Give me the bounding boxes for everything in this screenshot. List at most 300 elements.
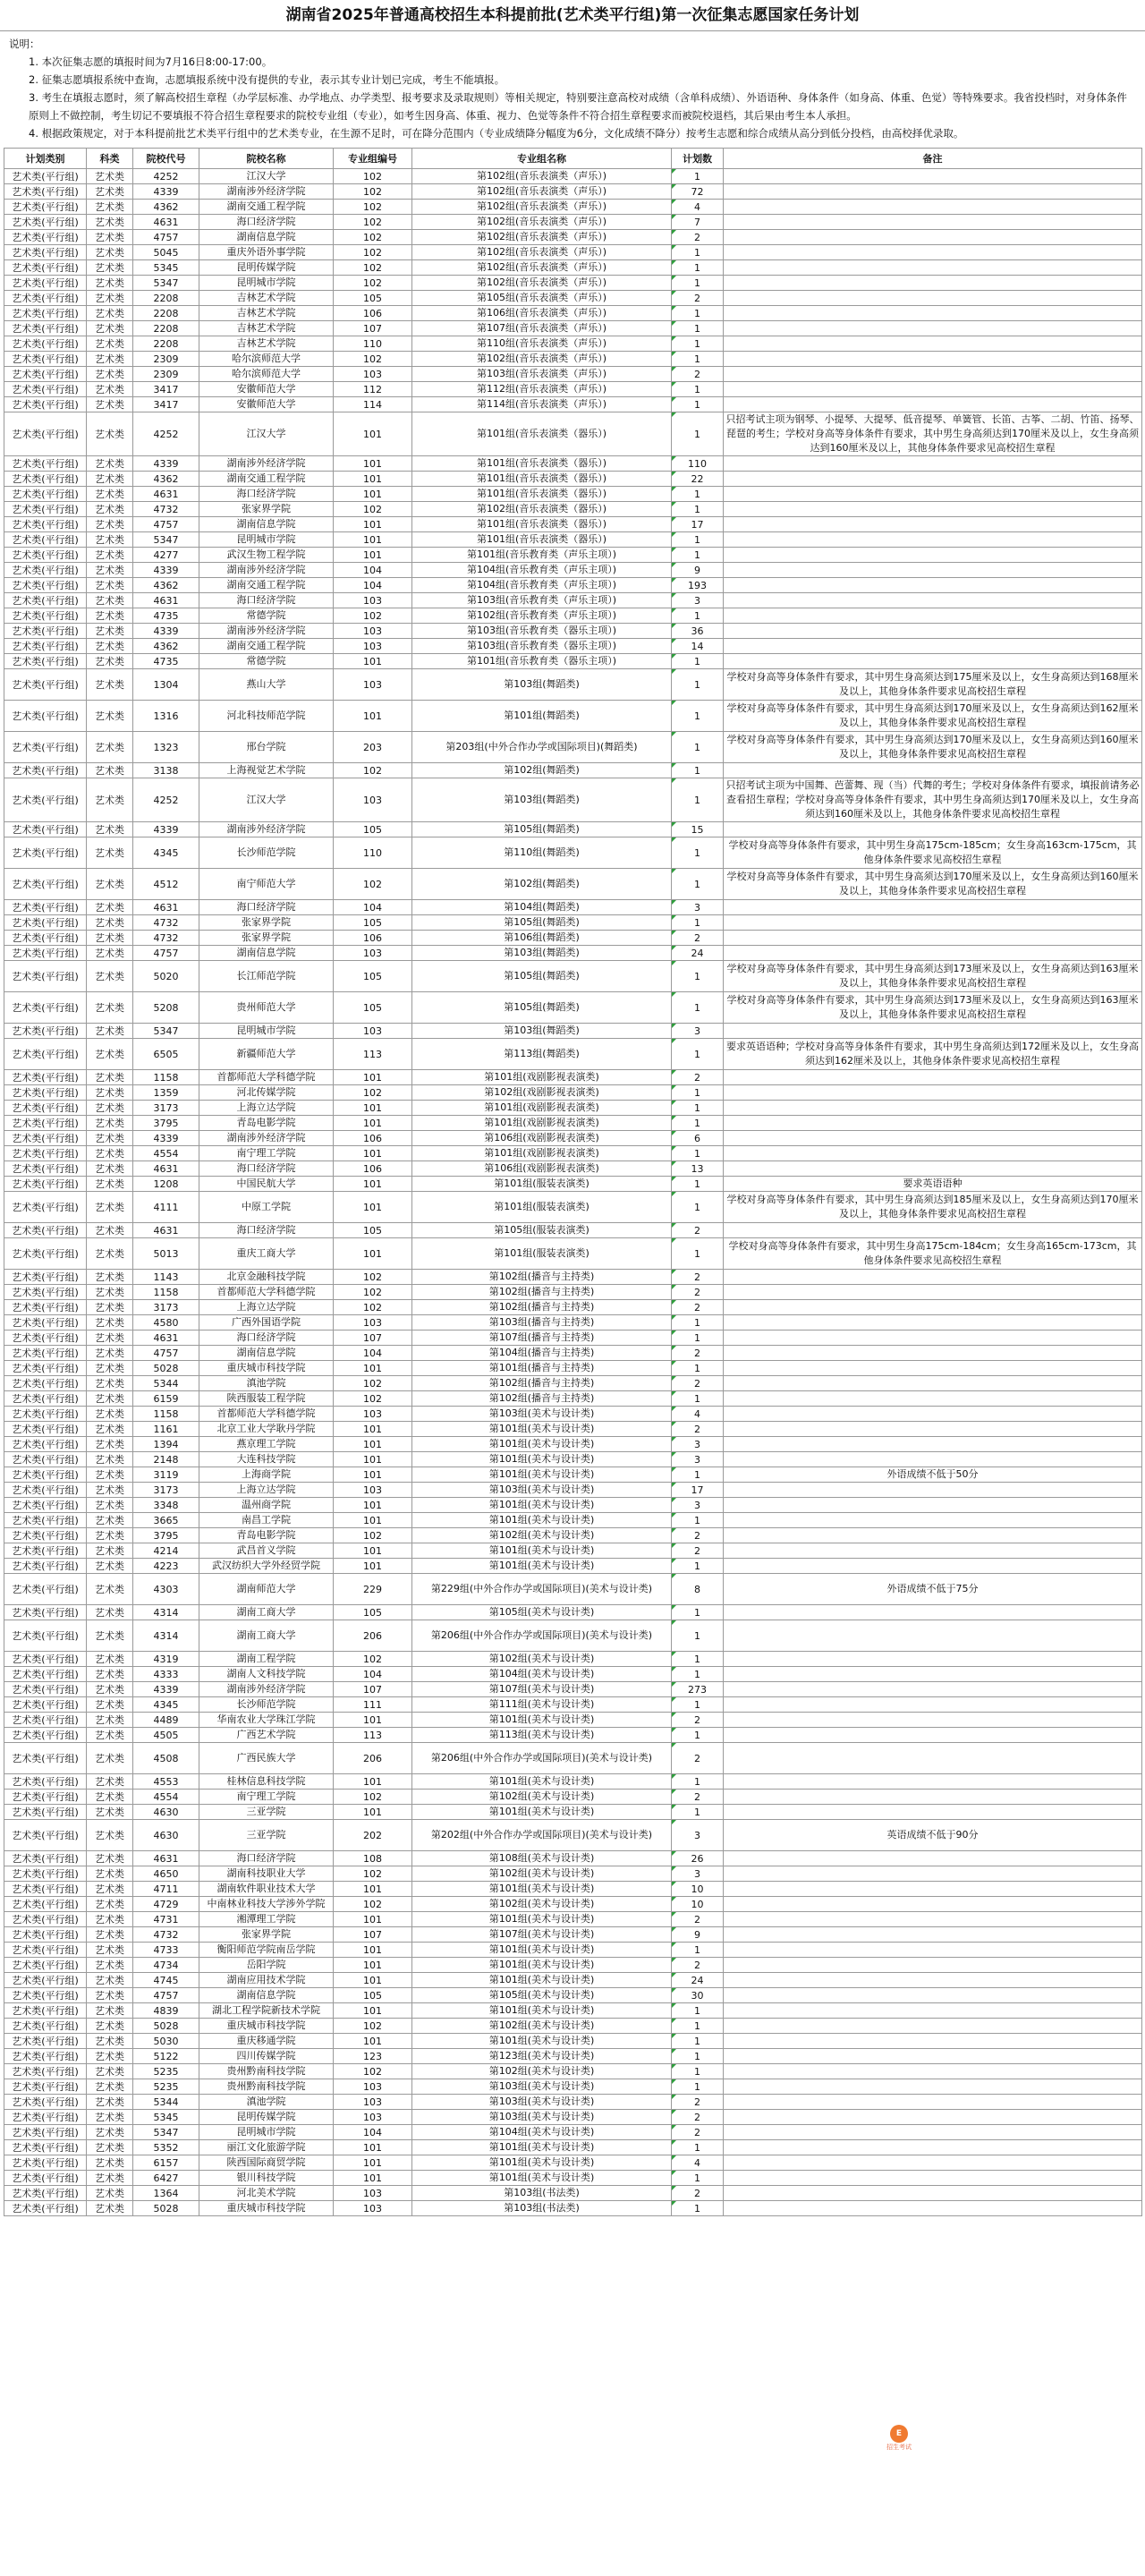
group-name-cell: 第101组(播音与主持类) xyxy=(412,1361,672,1376)
school-name-cell: 湖南信息学院 xyxy=(199,946,334,961)
group-name-cell: 第103组(舞蹈类) xyxy=(412,946,672,961)
school-code-cell: 4732 xyxy=(133,931,199,946)
plan-count-cell: 3 xyxy=(672,900,724,915)
plan-category-cell: 艺术类(平行组) xyxy=(4,2095,87,2110)
plan-count-cell: 1 xyxy=(672,654,724,669)
group-number-cell: 103 xyxy=(334,2079,412,2095)
remarks-cell xyxy=(724,1437,1142,1452)
subject-cell: 艺术类 xyxy=(87,1513,133,1528)
group-number-cell: 102 xyxy=(334,502,412,517)
group-name-cell: 第102组(音乐表演类（声乐）) xyxy=(412,245,672,260)
plan-category-cell: 艺术类(平行组) xyxy=(4,2049,87,2064)
school-name-cell: 滇池学院 xyxy=(199,2095,334,2110)
school-code-cell: 4630 xyxy=(133,1820,199,1851)
school-code-cell: 5030 xyxy=(133,2034,199,2049)
group-name-cell: 第102组(音乐表演类（声乐）) xyxy=(412,276,672,291)
subject-cell: 艺术类 xyxy=(87,931,133,946)
school-code-cell: 2208 xyxy=(133,336,199,352)
plan-count-cell: 1 xyxy=(672,1192,724,1223)
remarks-cell xyxy=(724,563,1142,578)
subject-cell: 艺术类 xyxy=(87,367,133,382)
subject-cell: 艺术类 xyxy=(87,472,133,487)
subject-cell: 艺术类 xyxy=(87,2186,133,2201)
group-name-cell: 第229组(中外合作办学或国际项目)(美术与设计类) xyxy=(412,1574,672,1605)
table-row xyxy=(4,578,1142,593)
group-name-cell: 第101组(音乐表演类（器乐）) xyxy=(412,412,672,456)
table-row xyxy=(4,1498,1142,1513)
school-code-cell: 1304 xyxy=(133,669,199,701)
school-code-cell: 4729 xyxy=(133,1897,199,1912)
subject-cell: 艺术类 xyxy=(87,1376,133,1391)
remarks-cell xyxy=(724,1513,1142,1528)
table-row xyxy=(4,1713,1142,1728)
group-name-cell: 第101组(美术与设计类) xyxy=(412,1805,672,1820)
group-name-cell: 第110组(音乐表演类（声乐）) xyxy=(412,336,672,352)
school-code-cell: 4839 xyxy=(133,2003,199,2019)
remarks-cell xyxy=(724,321,1142,336)
plan-count-cell: 1 xyxy=(672,2140,724,2155)
group-name-cell: 第105组(舞蹈类) xyxy=(412,822,672,837)
group-number-cell: 101 xyxy=(334,487,412,502)
group-number-cell: 102 xyxy=(334,1528,412,1543)
subject-cell: 艺术类 xyxy=(87,900,133,915)
group-number-cell: 101 xyxy=(334,1513,412,1528)
subject-cell: 艺术类 xyxy=(87,200,133,215)
table-row xyxy=(4,1422,1142,1437)
group-name-cell: 第102组(美术与设计类) xyxy=(412,1528,672,1543)
group-number-cell: 101 xyxy=(334,1437,412,1452)
plan-count-cell: 1 xyxy=(672,2079,724,2095)
group-number-cell: 101 xyxy=(334,1958,412,1973)
school-code-cell: 2208 xyxy=(133,291,199,306)
group-name-cell: 第103组(书法类) xyxy=(412,2186,672,2201)
group-number-cell: 102 xyxy=(334,763,412,778)
plan-count-cell: 1 xyxy=(672,1391,724,1407)
group-number-cell: 104 xyxy=(334,1346,412,1361)
plan-count-cell: 36 xyxy=(672,624,724,639)
school-name-cell: 湖南信息学院 xyxy=(199,1988,334,2003)
remarks-cell xyxy=(724,1131,1142,1146)
table-row xyxy=(4,931,1142,946)
school-code-cell: 4631 xyxy=(133,593,199,608)
plan-category-cell: 艺术类(平行组) xyxy=(4,1728,87,1743)
table-row xyxy=(4,900,1142,915)
group-name-cell: 第113组(美术与设计类) xyxy=(412,1728,672,1743)
header-plan-category: 计划类别 xyxy=(4,149,87,169)
subject-cell: 艺术类 xyxy=(87,1177,133,1192)
school-name-cell: 重庆工商大学 xyxy=(199,1238,334,1270)
plan-count-cell: 1 xyxy=(672,306,724,321)
plan-category-cell: 艺术类(平行组) xyxy=(4,992,87,1024)
remarks-cell xyxy=(724,1085,1142,1101)
table-row xyxy=(4,1131,1142,1146)
subject-cell: 艺术类 xyxy=(87,1973,133,1988)
plan-category-cell: 艺术类(平行组) xyxy=(4,1866,87,1882)
school-name-cell: 长沙师范学院 xyxy=(199,1697,334,1713)
plan-count-cell: 273 xyxy=(672,1682,724,1697)
remarks-cell xyxy=(724,245,1142,260)
school-name-cell: 长江师范学院 xyxy=(199,961,334,992)
remarks-cell: 要求英语语种 xyxy=(724,1177,1142,1192)
plan-count-cell: 1 xyxy=(672,961,724,992)
group-number-cell: 101 xyxy=(334,517,412,532)
school-code-cell: 3417 xyxy=(133,382,199,397)
remarks-cell xyxy=(724,763,1142,778)
plan-category-cell: 艺术类(平行组) xyxy=(4,1882,87,1897)
school-code-cell: 4757 xyxy=(133,517,199,532)
table-row xyxy=(4,1039,1142,1070)
subject-cell: 艺术类 xyxy=(87,382,133,397)
table-row xyxy=(4,548,1142,563)
plan-category-cell: 艺术类(平行组) xyxy=(4,215,87,230)
plan-category-cell: 艺术类(平行组) xyxy=(4,961,87,992)
school-name-cell: 重庆城市科技学院 xyxy=(199,1361,334,1376)
group-name-cell: 第101组(服装表演类) xyxy=(412,1238,672,1270)
school-code-cell: 4732 xyxy=(133,502,199,517)
plan-count-cell: 1 xyxy=(672,778,724,822)
school-name-cell: 湖南软件职业技术大学 xyxy=(199,1882,334,1897)
subject-cell: 艺术类 xyxy=(87,230,133,245)
page-title: 湖南省2025年普通高校招生本科提前批(艺术类平行组)第一次征集志愿国家任务计划 xyxy=(0,0,1145,31)
school-name-cell: 安徽师范大学 xyxy=(199,397,334,412)
table-row xyxy=(4,306,1142,321)
group-number-cell: 101 xyxy=(334,654,412,669)
subject-cell: 艺术类 xyxy=(87,1315,133,1331)
remarks-cell xyxy=(724,2125,1142,2140)
remarks-cell xyxy=(724,2140,1142,2155)
group-number-cell: 102 xyxy=(334,1085,412,1101)
table-row xyxy=(4,1223,1142,1238)
table-row xyxy=(4,1024,1142,1039)
group-number-cell: 229 xyxy=(334,1574,412,1605)
subject-cell: 艺术类 xyxy=(87,306,133,321)
subject-cell: 艺术类 xyxy=(87,1897,133,1912)
plan-count-cell: 1 xyxy=(672,1697,724,1713)
subject-cell: 艺术类 xyxy=(87,487,133,502)
table-row xyxy=(4,1452,1142,1467)
subject-cell: 艺术类 xyxy=(87,1652,133,1667)
school-name-cell: 陕西服装工程学院 xyxy=(199,1391,334,1407)
subject-cell: 艺术类 xyxy=(87,701,133,732)
plan-count-cell: 1 xyxy=(672,1116,724,1131)
remarks-cell xyxy=(724,2201,1142,2216)
plan-count-cell: 1 xyxy=(672,532,724,548)
plan-count-cell: 2 xyxy=(672,1300,724,1315)
plan-count-cell: 9 xyxy=(672,563,724,578)
remarks-cell xyxy=(724,608,1142,624)
table-row xyxy=(4,608,1142,624)
plan-count-cell: 4 xyxy=(672,200,724,215)
group-name-cell: 第102组(美术与设计类) xyxy=(412,2064,672,2079)
subject-cell: 艺术类 xyxy=(87,1085,133,1101)
table-row xyxy=(4,2201,1142,2216)
subject-cell: 艺术类 xyxy=(87,778,133,822)
school-name-cell: 湖南涉外经济学院 xyxy=(199,822,334,837)
group-name-cell: 第105组(舞蹈类) xyxy=(412,915,672,931)
group-name-cell: 第206组(中外合作办学或国际项目)(美术与设计类) xyxy=(412,1620,672,1652)
plan-count-cell: 2 xyxy=(672,931,724,946)
school-code-cell: 1359 xyxy=(133,1085,199,1101)
plan-count-cell: 2 xyxy=(672,1713,724,1728)
plan-category-cell: 艺术类(平行组) xyxy=(4,1973,87,1988)
plan-count-cell: 1 xyxy=(672,412,724,456)
table-body xyxy=(4,169,1142,2216)
plan-category-cell: 艺术类(平行组) xyxy=(4,517,87,532)
subject-cell: 艺术类 xyxy=(87,1528,133,1543)
school-code-cell: 3348 xyxy=(133,1498,199,1513)
group-number-cell: 101 xyxy=(334,1912,412,1927)
subject-cell: 艺术类 xyxy=(87,1912,133,1927)
plan-category-cell: 艺术类(平行组) xyxy=(4,639,87,654)
school-name-cell: 重庆外语外事学院 xyxy=(199,245,334,260)
table-row xyxy=(4,1361,1142,1376)
plan-category-cell: 艺术类(平行组) xyxy=(4,336,87,352)
subject-cell: 艺术类 xyxy=(87,2095,133,2110)
subject-cell: 艺术类 xyxy=(87,548,133,563)
subject-cell: 艺术类 xyxy=(87,1805,133,1820)
school-code-cell: 2309 xyxy=(133,352,199,367)
school-code-cell: 6505 xyxy=(133,1039,199,1070)
group-name-cell: 第102组(舞蹈类) xyxy=(412,869,672,900)
remarks-cell xyxy=(724,2064,1142,2079)
school-name-cell: 燕山大学 xyxy=(199,669,334,701)
group-name-cell: 第102组(播音与主持类) xyxy=(412,1391,672,1407)
plan-category-cell: 艺术类(平行组) xyxy=(4,1988,87,2003)
plan-category-cell: 艺术类(平行组) xyxy=(4,548,87,563)
subject-cell: 艺术类 xyxy=(87,260,133,276)
remarks-cell xyxy=(724,624,1142,639)
plan-category-cell: 艺术类(平行组) xyxy=(4,532,87,548)
table-row xyxy=(4,915,1142,931)
school-code-cell: 1208 xyxy=(133,1177,199,1192)
group-name-cell: 第101组(戏剧影视表演类) xyxy=(412,1070,672,1085)
school-name-cell: 湖南科技职业大学 xyxy=(199,1866,334,1882)
school-code-cell: 2148 xyxy=(133,1452,199,1467)
table-row xyxy=(4,992,1142,1024)
school-code-cell: 4735 xyxy=(133,654,199,669)
remarks-cell xyxy=(724,502,1142,517)
school-name-cell: 长沙师范学院 xyxy=(199,837,334,869)
school-code-cell: 4757 xyxy=(133,946,199,961)
table-row xyxy=(4,382,1142,397)
school-code-cell: 4314 xyxy=(133,1620,199,1652)
group-name-cell: 第104组(美术与设计类) xyxy=(412,2125,672,2140)
plan-count-cell: 1 xyxy=(672,2034,724,2049)
school-code-cell: 1323 xyxy=(133,732,199,763)
table-row xyxy=(4,1483,1142,1498)
plan-count-cell: 1 xyxy=(672,2003,724,2019)
plan-count-cell: 1 xyxy=(672,1652,724,1667)
school-name-cell: 南宁师范大学 xyxy=(199,869,334,900)
group-name-cell: 第105组(美术与设计类) xyxy=(412,1605,672,1620)
table-row xyxy=(4,701,1142,732)
group-number-cell: 103 xyxy=(334,593,412,608)
plan-category-cell: 艺术类(平行组) xyxy=(4,1790,87,1805)
subject-cell: 艺术类 xyxy=(87,2064,133,2079)
table-row xyxy=(4,2064,1142,2079)
subject-cell: 艺术类 xyxy=(87,624,133,639)
school-name-cell: 贵州师范大学 xyxy=(199,992,334,1024)
school-code-cell: 5028 xyxy=(133,2201,199,2216)
plan-category-cell: 艺术类(平行组) xyxy=(4,1559,87,1574)
group-name-cell: 第101组(舞蹈类) xyxy=(412,701,672,732)
table-row xyxy=(4,1943,1142,1958)
school-code-cell: 4508 xyxy=(133,1743,199,1774)
remarks-cell xyxy=(724,1697,1142,1713)
school-name-cell: 上海立达学院 xyxy=(199,1483,334,1498)
group-name-cell: 第102组(播音与主持类) xyxy=(412,1300,672,1315)
school-code-cell: 4757 xyxy=(133,230,199,245)
remarks-cell xyxy=(724,1866,1142,1882)
school-code-cell: 4631 xyxy=(133,1223,199,1238)
group-number-cell: 112 xyxy=(334,382,412,397)
remarks-cell xyxy=(724,2186,1142,2201)
school-code-cell: 4734 xyxy=(133,1958,199,1973)
remarks-cell xyxy=(724,593,1142,608)
group-name-cell: 第101组(美术与设计类) xyxy=(412,2003,672,2019)
remarks-cell xyxy=(724,517,1142,532)
school-code-cell: 5020 xyxy=(133,961,199,992)
table-row xyxy=(4,1346,1142,1361)
plan-count-cell: 2 xyxy=(672,2095,724,2110)
remarks-cell xyxy=(724,654,1142,669)
school-name-cell: 昆明城市学院 xyxy=(199,1024,334,1039)
group-name-cell: 第104组(播音与主持类) xyxy=(412,1346,672,1361)
table-row xyxy=(4,1376,1142,1391)
plan-category-cell: 艺术类(平行组) xyxy=(4,291,87,306)
subject-cell: 艺术类 xyxy=(87,1559,133,1574)
plan-count-cell: 1 xyxy=(672,837,724,869)
plan-category-cell: 艺术类(平行组) xyxy=(4,1943,87,1958)
subject-cell: 艺术类 xyxy=(87,915,133,931)
plan-count-cell: 1 xyxy=(672,245,724,260)
school-code-cell: 5235 xyxy=(133,2079,199,2095)
remarks-cell xyxy=(724,352,1142,367)
plan-count-cell: 24 xyxy=(672,946,724,961)
school-code-cell: 4731 xyxy=(133,1912,199,1927)
group-name-cell: 第101组(美术与设计类) xyxy=(412,2140,672,2155)
group-number-cell: 107 xyxy=(334,1331,412,1346)
school-name-cell: 江汉大学 xyxy=(199,412,334,456)
group-number-cell: 103 xyxy=(334,946,412,961)
plan-count-cell: 1 xyxy=(672,1605,724,1620)
table-row xyxy=(4,502,1142,517)
plan-count-cell: 1 xyxy=(672,352,724,367)
group-number-cell: 102 xyxy=(334,1270,412,1285)
remarks-cell xyxy=(724,1361,1142,1376)
school-name-cell: 江汉大学 xyxy=(199,778,334,822)
remarks-cell xyxy=(724,1805,1142,1820)
plan-category-cell: 艺术类(平行组) xyxy=(4,1927,87,1943)
table-row xyxy=(4,352,1142,367)
school-name-cell: 中国民航大学 xyxy=(199,1177,334,1192)
group-name-cell: 第103组(美术与设计类) xyxy=(412,2095,672,2110)
school-name-cell: 昆明城市学院 xyxy=(199,276,334,291)
remarks-cell: 学校对身高等身体条件有要求，其中男生身高175cm-184cm；女生身高165cm-173cm，其他身体条件要求见高校招生章程 xyxy=(724,1238,1142,1270)
group-name-cell: 第103组(音乐表演类（声乐）) xyxy=(412,367,672,382)
school-code-cell: 4362 xyxy=(133,472,199,487)
school-code-cell: 1161 xyxy=(133,1422,199,1437)
group-number-cell: 102 xyxy=(334,1391,412,1407)
table-row xyxy=(4,2079,1142,2095)
group-number-cell: 123 xyxy=(334,2049,412,2064)
remarks-cell: 英语成绩不低于90分 xyxy=(724,1820,1142,1851)
school-code-cell: 4554 xyxy=(133,1146,199,1161)
group-name-cell: 第102组(音乐表演类（声乐）) xyxy=(412,184,672,200)
plan-category-cell: 艺术类(平行组) xyxy=(4,1483,87,1498)
group-number-cell: 206 xyxy=(334,1743,412,1774)
remarks-cell xyxy=(724,1774,1142,1790)
remarks-cell xyxy=(724,1285,1142,1300)
table-row xyxy=(4,2019,1142,2034)
subject-cell: 艺术类 xyxy=(87,608,133,624)
subject-cell: 艺术类 xyxy=(87,517,133,532)
school-name-cell: 湖南涉外经济学院 xyxy=(199,563,334,578)
remarks-cell xyxy=(724,1331,1142,1346)
group-name-cell: 第102组(音乐表演类（声乐）) xyxy=(412,215,672,230)
plan-category-cell: 艺术类(平行组) xyxy=(4,472,87,487)
school-name-cell: 武昌首义学院 xyxy=(199,1543,334,1559)
table-row xyxy=(4,2049,1142,2064)
group-number-cell: 106 xyxy=(334,1131,412,1146)
group-number-cell: 106 xyxy=(334,306,412,321)
remarks-cell xyxy=(724,578,1142,593)
table-row xyxy=(4,2003,1142,2019)
school-code-cell: 1158 xyxy=(133,1070,199,1085)
table-row xyxy=(4,1085,1142,1101)
school-code-cell: 4711 xyxy=(133,1882,199,1897)
subject-cell: 艺术类 xyxy=(87,639,133,654)
group-number-cell: 102 xyxy=(334,1897,412,1912)
subject-cell: 艺术类 xyxy=(87,1467,133,1483)
plan-category-cell: 艺术类(平行组) xyxy=(4,1177,87,1192)
school-code-cell: 4631 xyxy=(133,900,199,915)
remarks-cell xyxy=(724,2003,1142,2019)
school-name-cell: 燕京理工学院 xyxy=(199,1437,334,1452)
school-name-cell: 上海视觉艺术学院 xyxy=(199,763,334,778)
group-name-cell: 第111组(美术与设计类) xyxy=(412,1697,672,1713)
school-name-cell: 吉林艺术学院 xyxy=(199,336,334,352)
school-code-cell: 4339 xyxy=(133,184,199,200)
group-name-cell: 第101组(美术与设计类) xyxy=(412,1498,672,1513)
school-code-cell: 4505 xyxy=(133,1728,199,1743)
table-row xyxy=(4,639,1142,654)
plan-category-cell: 艺术类(平行组) xyxy=(4,1161,87,1177)
remarks-cell xyxy=(724,1682,1142,1697)
table-row xyxy=(4,1331,1142,1346)
plan-count-cell: 1 xyxy=(672,382,724,397)
school-name-cell: 张家界学院 xyxy=(199,1927,334,1943)
plan-count-cell: 1 xyxy=(672,869,724,900)
school-code-cell: 3173 xyxy=(133,1300,199,1315)
table-row xyxy=(4,1270,1142,1285)
school-name-cell: 丽江文化旅游学院 xyxy=(199,2140,334,2155)
watermark xyxy=(881,2425,917,2452)
plan-count-cell: 6 xyxy=(672,1131,724,1146)
plan-category-cell: 艺术类(平行组) xyxy=(4,1667,87,1682)
plan-category-cell: 艺术类(平行组) xyxy=(4,2064,87,2079)
logo-mark-icon: E xyxy=(890,2425,908,2443)
remarks-cell xyxy=(724,2171,1142,2186)
school-name-cell: 华南农业大学珠江学院 xyxy=(199,1713,334,1728)
plan-count-cell: 1 xyxy=(672,321,724,336)
remarks-cell xyxy=(724,1407,1142,1422)
subject-cell: 艺术类 xyxy=(87,2171,133,2186)
remarks-cell xyxy=(724,1391,1142,1407)
group-name-cell: 第102组(美术与设计类) xyxy=(412,1652,672,1667)
subject-cell: 艺术类 xyxy=(87,1391,133,1407)
subject-cell: 艺术类 xyxy=(87,1774,133,1790)
